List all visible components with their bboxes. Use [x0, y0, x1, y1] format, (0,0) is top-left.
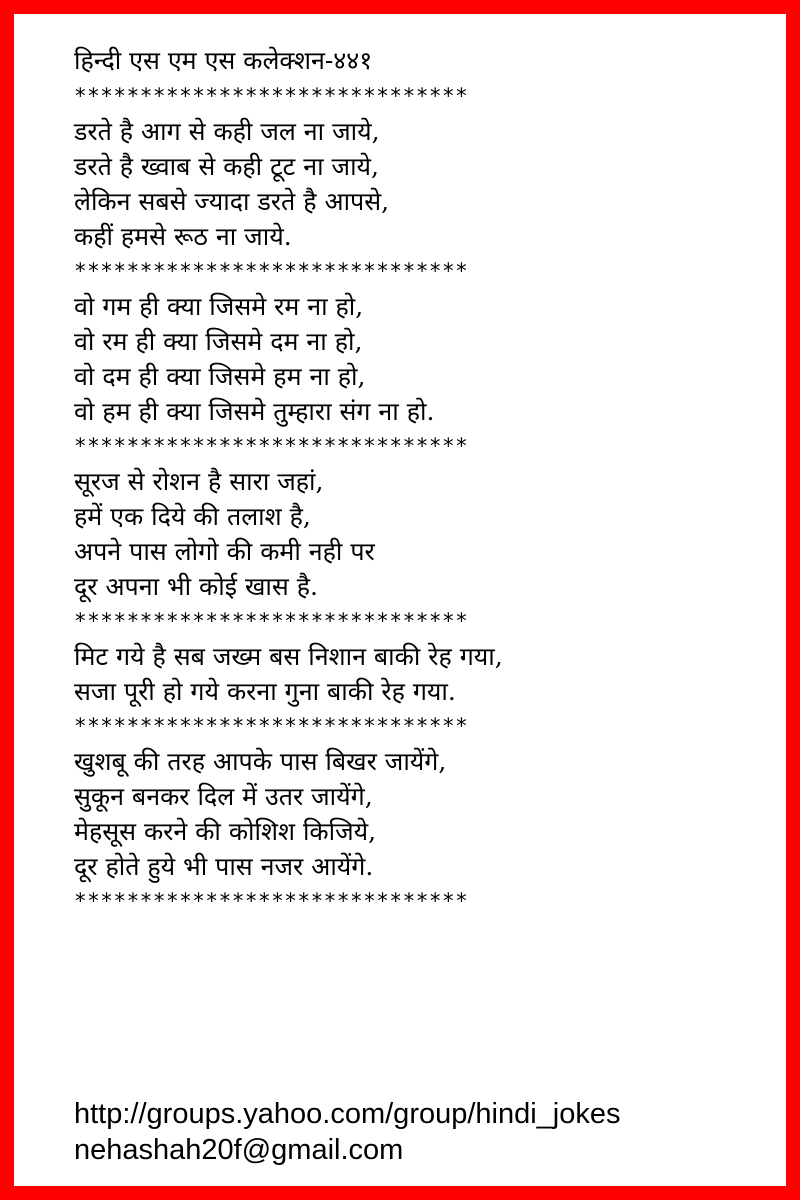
email-address[interactable]: nehashah20f@gmail.com	[74, 1134, 404, 1166]
poem-2	[74, 289, 794, 429]
poem-line: वो गम ही क्या जिसमे रम ना हो,	[74, 292, 364, 321]
poem-line: दूर अपना भी कोई खास है.	[74, 572, 318, 601]
poem-line: डरते है आग से कही जल ना जाये,	[74, 117, 380, 146]
poem-line: कहीं हमसे रूठ ना जाये.	[74, 222, 292, 251]
separator: ******************************	[74, 609, 469, 633]
poem-line: मेहसूस करने की कोशिश किजिये,	[74, 817, 377, 846]
poem-line: सजा पूरी हो गये करना गुना बाकी रेह गया.	[74, 677, 456, 706]
poem-5	[74, 744, 794, 884]
poem-line: वो रम ही क्या जिसमे दम ना हो,	[74, 327, 363, 356]
poem-line: वो हम ही क्या जिसमे तुम्हारा संग ना हो.	[74, 397, 435, 426]
poem-line: हमें एक दिये की तलाश है,	[74, 502, 311, 531]
poem-line: मिट गये है सब जख्म बस निशान बाकी रेह गया,	[74, 642, 503, 671]
separator: ******************************	[74, 259, 469, 283]
poem-line: खुशबू की तरह आपके पास बिखर जायेंगे,	[74, 747, 447, 776]
sms-collection	[74, 42, 794, 919]
poem-line: सुकून बनकर दिल में उतर जायेंगे,	[74, 782, 373, 811]
poem-1	[74, 114, 794, 254]
separator: ******************************	[74, 714, 469, 738]
poem-4	[74, 639, 794, 709]
footer	[74, 1096, 621, 1168]
separator: ******************************	[74, 434, 469, 458]
poem-line: लेकिन सबसे ज्यादा डरते है आपसे,	[74, 187, 390, 216]
group-url-link[interactable]: http://groups.yahoo.com/group/hindi_jokes	[74, 1098, 621, 1130]
poem-line: अपने पास लोगो की कमी नही पर	[74, 537, 375, 566]
separator: ******************************	[74, 84, 469, 108]
poem-line: डरते है ख्वाब से कही टूट ना जाये,	[74, 152, 380, 181]
poem-line: दूर होते हुये भी पास नजर आयेंगे.	[74, 852, 374, 881]
separator: ******************************	[74, 889, 469, 913]
page-title: हिन्दी एस एम एस कलेक्शन-४४१	[74, 46, 373, 75]
poem-line: सूरज से रोशन है सारा जहां,	[74, 467, 324, 496]
poem-line: वो दम ही क्या जिसमे हम ना हो,	[74, 362, 366, 391]
poem-3	[74, 464, 794, 604]
